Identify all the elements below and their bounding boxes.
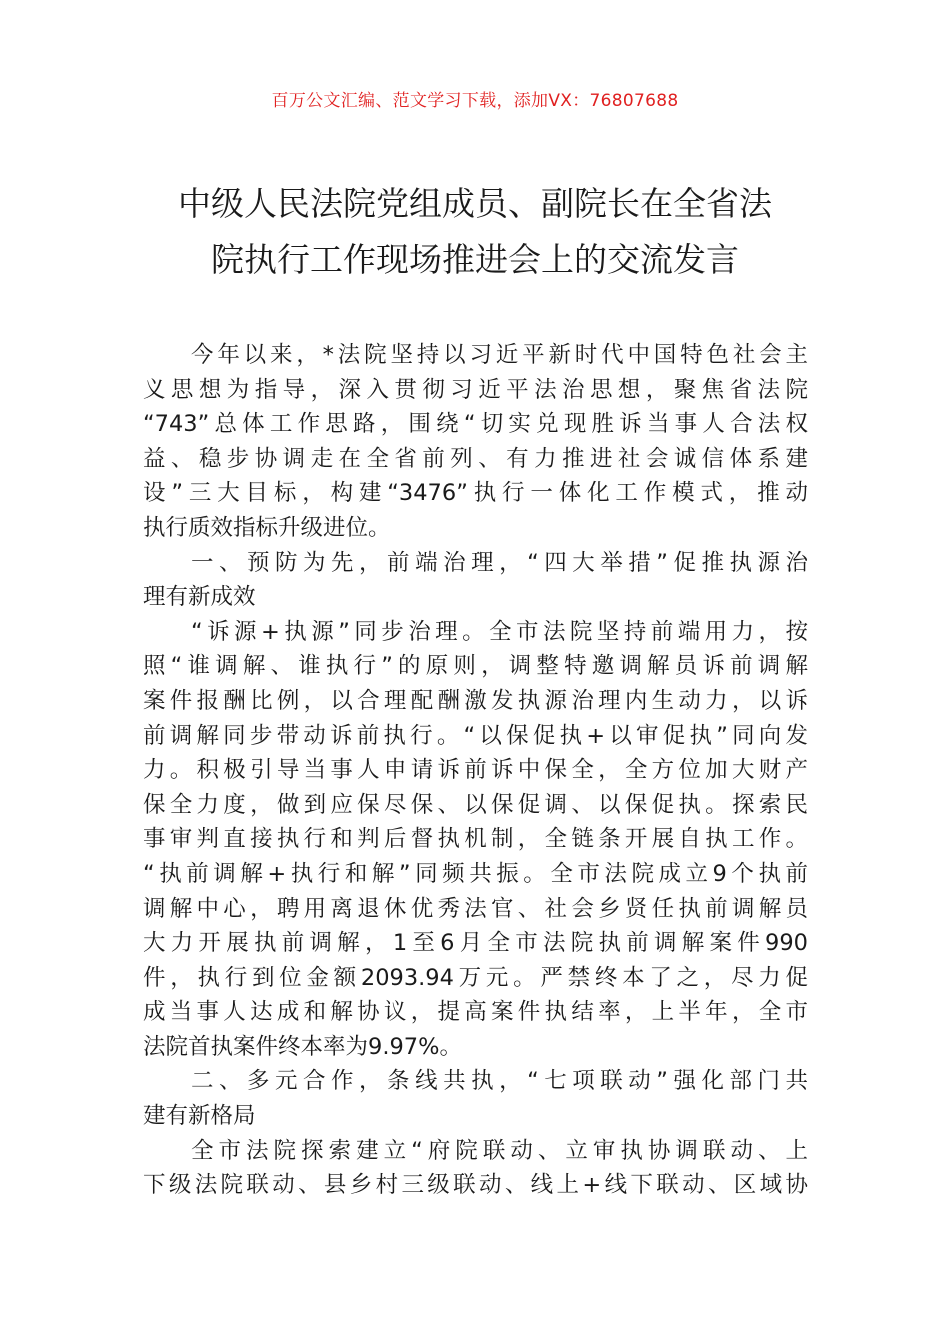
body-line: 全市法院探索建立“府院联动、立审执协调联动、上: [191, 1137, 808, 1164]
document-body: [143, 338, 808, 1203]
body-line: 案件报酬比例，以合理配酬激发执源治理内生动力，以诉: [143, 687, 808, 714]
header-watermark-note: 百万公文汇编、范文学习下载，添加VX：76807688: [271, 91, 679, 111]
body-line: 理有新成效: [143, 584, 256, 611]
body-line: 义思想为指导，深入贯彻习近平法治思想，聚焦省法院: [143, 376, 808, 403]
body-line: 调解中心，聘用离退休优秀法官、社会乡贤任执前调解员: [143, 895, 808, 922]
body-line: “743”总体工作思路，围绕“切实兑现胜诉当事人合法权: [143, 411, 808, 438]
body-line: 前调解同步带动诉前执行。“以保促执+以审促执”同向发: [143, 722, 808, 749]
body-line: 法院首执案件终本率为9.97%。: [143, 1033, 462, 1060]
body-line: 成当事人达成和解协议，提高案件执结率，上半年，全市: [143, 999, 808, 1026]
title-line-2: 院执行工作现场推进会上的交流发言: [211, 240, 739, 279]
document-title: [140, 176, 810, 288]
body-line: 事审判直接执行和判后督执机制，全链条开展自执工作。: [143, 826, 808, 853]
body-line: “执前调解+执行和解”同频共振。全市法院成立9个执前: [143, 860, 808, 887]
body-line: 力。积极引导当事人申请诉前诉中保全，全方位加大财产: [143, 757, 808, 784]
body-line: 今年以来，*法院坚持以习近平新时代中国特色社会主: [191, 342, 808, 368]
body-line: 件，执行到位金额2093.94万元。严禁终本了之，尽力促: [143, 964, 808, 991]
body-line: 执行质效指标升级进位。: [143, 514, 391, 541]
body-line: 下级法院联动、县乡村三级联动、线上+线下联动、区域协: [143, 1172, 808, 1199]
body-line: 照“谁调解、谁执行”的原则，调整特邀调解员诉前调解: [143, 653, 808, 680]
body-line: 建有新格局: [143, 1103, 256, 1130]
body-line: 一、预防为先，前端治理，“四大举措”促推执源治: [191, 549, 808, 576]
body-line: 大力开展执前调解，1至6月全市法院执前调解案件990: [143, 930, 808, 957]
title-line-1: 中级人民法院党组成员、副院长在全省法: [178, 184, 772, 223]
body-line: “诉源+执源”同步治理。全市法院坚持前端用力，按: [191, 618, 808, 645]
body-line: 设”三大目标，构建“3476”执行一体化工作模式，推动: [143, 480, 808, 507]
body-line: 益、稳步协调走在全省前列、有力推进社会诚信体系建: [143, 445, 808, 472]
body-line: 二、多元合作，条线共执，“七项联动”强化部门共: [191, 1068, 808, 1095]
body-line: 保全力度，做到应保尽保、以保促调、以保促执。探索民: [143, 791, 808, 818]
